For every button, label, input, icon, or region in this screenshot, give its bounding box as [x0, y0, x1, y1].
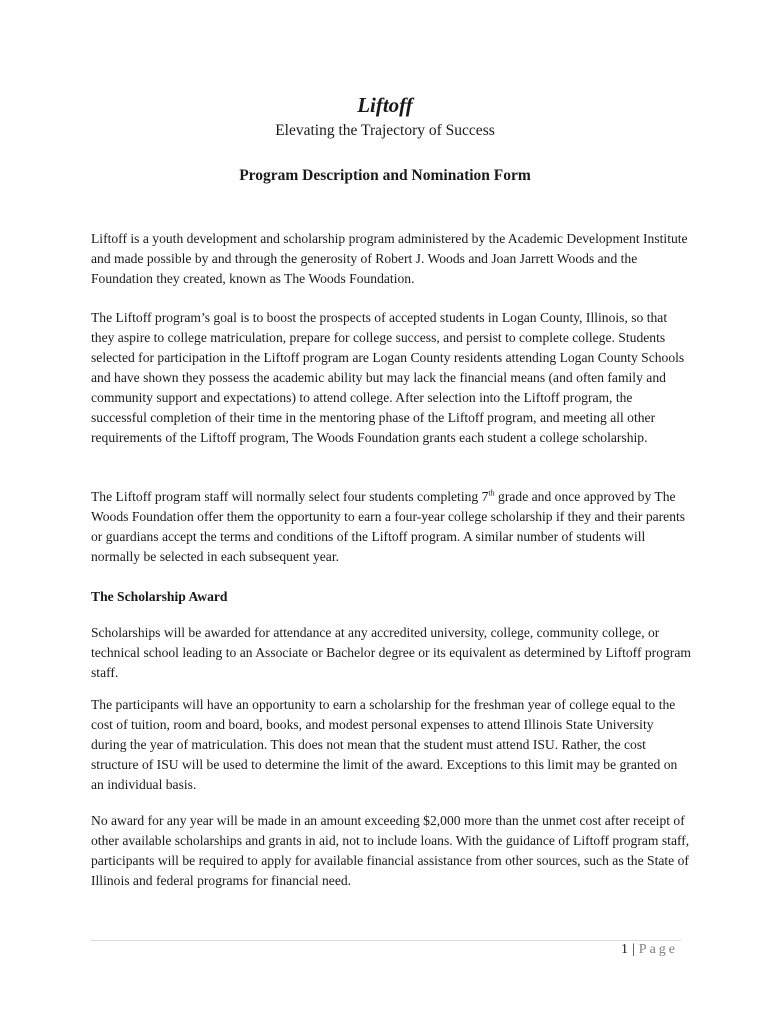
form-title: Program Description and Nomination Form — [239, 167, 531, 184]
paragraph-student-selection — [91, 487, 691, 567]
paragraph-text: The Liftoff program staff will normally select four students completing 7 — [91, 489, 489, 504]
page-footer — [621, 942, 678, 958]
page-number: 1 — [620, 942, 628, 957]
page-label: Page — [638, 942, 678, 957]
superscript: th — [488, 488, 495, 498]
paragraph-program-goal: The Liftoff program’s goal is to boost the prospects of accepted students in Logan County, Illinois, so that they aspire to college matriculation, prepare for college success, and persist to complete college. Students selected for participation in the Liftoff program are Logan County residents attending Logan County Schools and have shown they possess the academic ability but may lack the financial means (and often family and community support and expectations) to attend college. After selection into the Liftoff program, the successful completion of their time in the mentoring phase of the Liftoff program, and meeting all other requirements of the Liftoff program, The Woods Foundation grants each student a college scholarship. — [91, 310, 685, 445]
document-title: Liftoff — [357, 93, 413, 117]
section-heading: The Scholarship Award — [91, 589, 228, 604]
footer-separator: | — [631, 942, 635, 957]
footer-divider — [91, 940, 681, 941]
document-subtitle: Elevating the Trajectory of Success — [275, 122, 495, 139]
paragraph-scholarship-eligibility: Scholarships will be awarded for attendance at any accredited university, college, community college, or technical school leading to an Associate or Bachelor degree or its equivalent as determined by Liftoff program staff. — [91, 625, 691, 680]
paragraph-award-limit: No award for any year will be made in an amount exceeding $2,000 more than the unmet cost after receipt of other available scholarships and grants in aid, not to include loans. With the guidance of Liftoff program staff, participants will be required to apply for available financial assistance from other sources, such as the State of Illinois and federal programs for financial need. — [91, 813, 690, 888]
paragraph-text: grade and once approved by The Woods Foundation offer them the opportunity to earn a four-year college scholarship if they and their parents or guardians accept the terms and conditions of the Liftoff program. A similar number of students will normally be selected in each subsequent year. — [91, 489, 686, 564]
paragraph-intro: Liftoff is a youth development and scholarship program administered by the Academic Development Institute and made possible by and through the generosity of Robert J. Woods and Joan Jarrett Woods and the Foundation they created, known as The Woods Foundation. — [91, 231, 688, 286]
paragraph-scholarship-amount: The participants will have an opportunity to earn a scholarship for the freshman year of college equal to the cost of tuition, room and board, books, and modest personal expenses to attend Illinois State University during the year of matriculation. This does not mean that the student must attend ISU. Rather, the cost structure of ISU will be used to determine the limit of the award. Exceptions to this limit may be granted on an individual basis. — [91, 697, 678, 792]
